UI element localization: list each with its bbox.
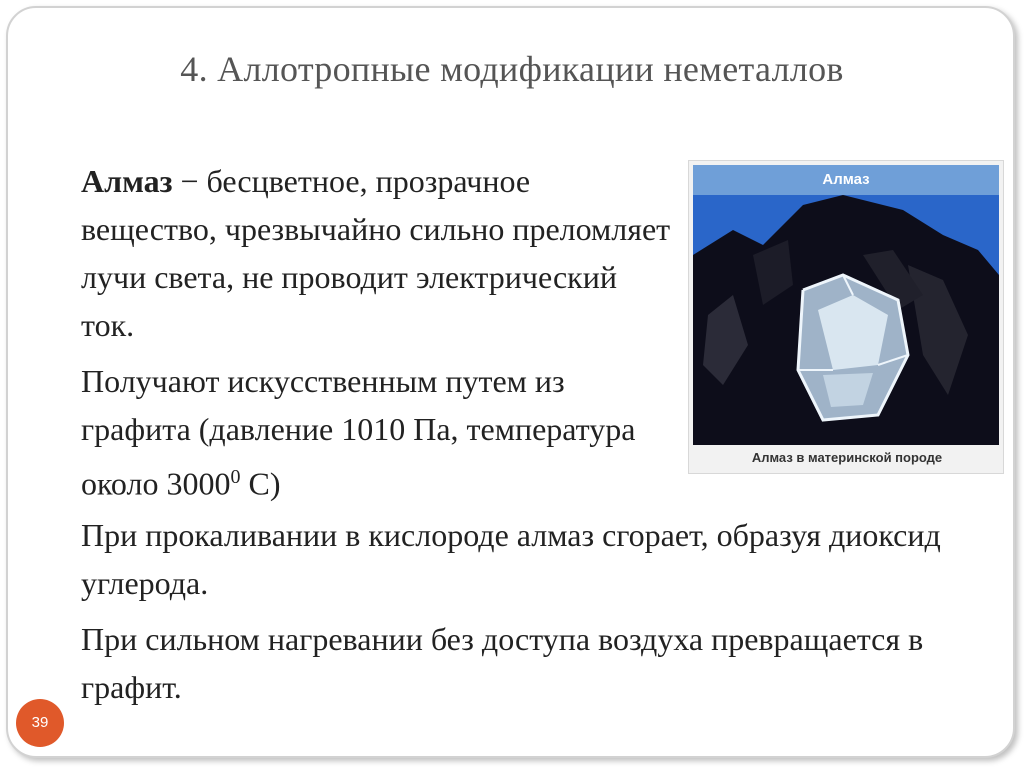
paragraph-heating: При сильном нагревании без доступа воздуха превращается в графит. — [81, 621, 924, 705]
figure-header: Алмаз — [693, 165, 999, 195]
paragraph-combustion: При прокаливании в кислороде алмаз сгорает, образуя диоксид углерода. — [81, 517, 941, 601]
paragraph-synthesis — [81, 357, 671, 508]
figure-caption: Алмаз в материнской породе — [751, 450, 943, 465]
diamond-description-text: − бесцветное, прозрачное вещество, чрезвычайно сильно преломляет лучи света, не проводит электрический ток. — [81, 163, 671, 343]
degree-superscript: 0 — [230, 466, 241, 488]
page-number-badge: 39 — [16, 699, 64, 747]
diamond-photo — [693, 195, 999, 445]
diamond-in-rock-image — [693, 195, 999, 445]
term-diamond: Алмаз — [81, 163, 173, 199]
synthesis-unit: С) — [240, 465, 281, 502]
diamond-figure — [688, 160, 1004, 474]
paragraph-diamond-description — [81, 157, 671, 349]
slide-title: 4. Аллотропные модификации неметаллов — [180, 49, 844, 89]
synthesis-text: Получают искусственным путем из графита (давление 1010 Па, температура около 3000 — [81, 363, 636, 502]
